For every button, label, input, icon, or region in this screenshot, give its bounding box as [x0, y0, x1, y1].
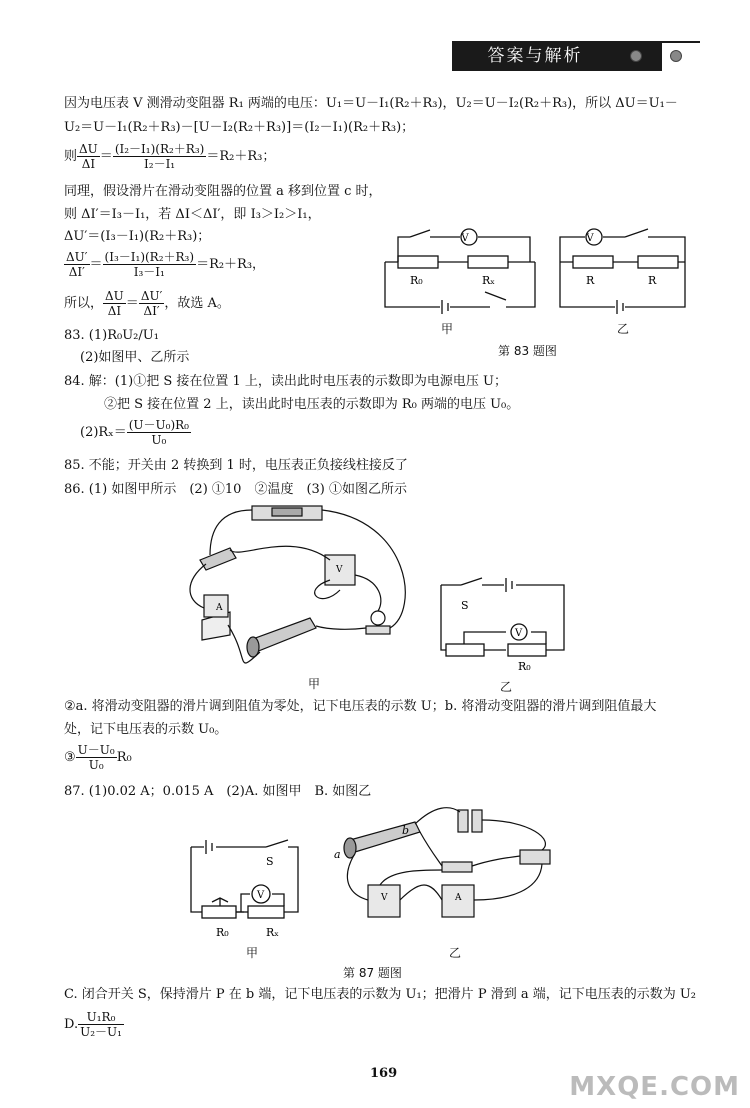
text-line: 则 ΔI′＝I₃－I₁，若 ΔI＜ΔI′，即 I₃＞I₂＞I₁， [64, 207, 321, 222]
text-line: U₂＝U－I₁(R₂＋R₃)－[U－I₂(R₂＋R₃)]＝(I₂－I₁)(R₂＋R₃)； [64, 120, 415, 135]
svg-text:V: V [461, 233, 469, 244]
apparatus-diagram-86 [180, 500, 420, 675]
svg-text:R₀: R₀ [410, 274, 423, 287]
header-title: 答案与解析 [487, 46, 583, 66]
svg-text:R₀: R₀ [518, 660, 531, 670]
svg-text:V: V [381, 893, 388, 903]
circuit-diagram-87 [186, 832, 306, 942]
text-line: ΔU′＝(I₃－I₁)(R₂＋R₃)； [64, 229, 211, 244]
formula-line: (2)Rₓ＝ $\frac{\text{(U－U₀)R₀}}{\text{U₀}}$ [80, 418, 189, 447]
svg-text:R₀: R₀ [216, 926, 229, 939]
text-line: 86. (1) 如图甲所示 (2) ①10 ②温度 (3) ①如图乙所示 [64, 482, 407, 497]
svg-text:V: V [257, 890, 265, 901]
formula-line: $\frac{\Delta U'}{\Delta I'}$ ＝ $\frac{\text{(I₃－I₁)(R₂＋R₃)}}{\text{I₃－I₁}}$ ＝R₂＋R₃， [66, 250, 266, 279]
caption-jia: 甲 [246, 946, 259, 960]
text-line: ②把 S 接在位置 2 上，读出此时电压表的示数即为 R₀ 两端的电压 U₀。 [104, 397, 520, 412]
svg-text:A: A [455, 893, 462, 903]
caption-fig83: 第 83 题图 [498, 344, 557, 358]
formula-line: 所以， $\frac{\Delta U}{\Delta I}$ ＝ $\frac{\Delta U'}{\Delta I'}$ ，故选 A。 [64, 289, 230, 318]
text-line: ②a. 将滑动变阻器的滑片调到阻值为零处，记下电压表的示数 U；b. 将滑动变阻器的滑片调到阻值最大 [64, 699, 657, 714]
formula-line: D. $\frac{\text{U₁R₀}}{\text{U₂－U₁}}$ [64, 1010, 122, 1039]
svg-text:Rₓ: Rₓ [266, 926, 279, 939]
text-line: 84. 解：(1)①把 S 接在位置 1 上，读出此时电压表的示数即为电源电压 U； [64, 374, 508, 389]
svg-text:V: V [515, 628, 523, 639]
caption-fig87: 第 87 题图 [343, 966, 402, 980]
text-line: 因为电压表 V 测滑动变阻器 R₁ 两端的电压：U₁＝U－I₁(R₂＋R₃)，U₂＝U－I₂(R₂＋R₃)，所以 ΔU＝U₁－ [64, 96, 678, 111]
caption-yi: 乙 [500, 680, 513, 694]
text-line: 87. (1)0.02 A；0.015 A (2)A. 如图甲 B. 如图乙 [64, 784, 372, 799]
svg-text:V: V [586, 233, 594, 244]
svg-text:S: S [461, 599, 469, 612]
svg-text:S: S [266, 855, 274, 868]
formula-line: ③ $\frac{\text{U－U₀}}{\text{U₀}}$ R₀ [64, 743, 132, 772]
text-line: 处，记下电压表的示数 U₀。 [64, 722, 228, 737]
circuit-diagram-83 [380, 222, 700, 332]
svg-text:Rₓ: Rₓ [482, 274, 495, 287]
svg-text:V: V [336, 565, 343, 575]
header-dot-icon [670, 50, 682, 62]
circuit-diagram-86 [436, 570, 571, 670]
page-number: 169 [370, 1066, 398, 1081]
formula-line: 则 $\frac{\Delta U}{\Delta I}$ ＝ $\frac{\text{(I₂－I₁)(R₂＋R₃)}}{\text{I₂－I₁}}$ ＝R₂＋R₃； [64, 142, 276, 171]
caption-jia: 甲 [441, 322, 454, 336]
svg-text:b: b [402, 824, 410, 837]
header-dot-icon [630, 50, 642, 62]
text-line: C. 闭合开关 S，保持滑片 P 在 b 端，记下电压表的示数为 U₁；把滑片 P 滑到 a 端，记下电压表的示数为 U₂ [64, 987, 697, 1002]
svg-text:a: a [334, 848, 341, 861]
text-line: 83. (1)R₀U₂/U₁ [64, 328, 159, 343]
caption-yi: 乙 [617, 322, 630, 336]
caption-yi: 乙 [449, 946, 462, 960]
caption-jia: 甲 [308, 677, 321, 691]
watermark: MXQE.COM [569, 1072, 740, 1102]
text-line: 同理，假设滑片在滑动变阻器的位置 a 移到位置 c 时， [64, 184, 382, 199]
svg-text:A: A [216, 603, 223, 613]
apparatus-diagram-87 [330, 800, 570, 940]
text-line: 85. 不能；开关由 2 转换到 1 时，电压表正负接线柱接反了 [64, 458, 408, 473]
svg-text:R: R [648, 274, 657, 287]
svg-text:R: R [586, 274, 595, 287]
text-line: (2)如图甲、乙所示 [80, 350, 190, 365]
